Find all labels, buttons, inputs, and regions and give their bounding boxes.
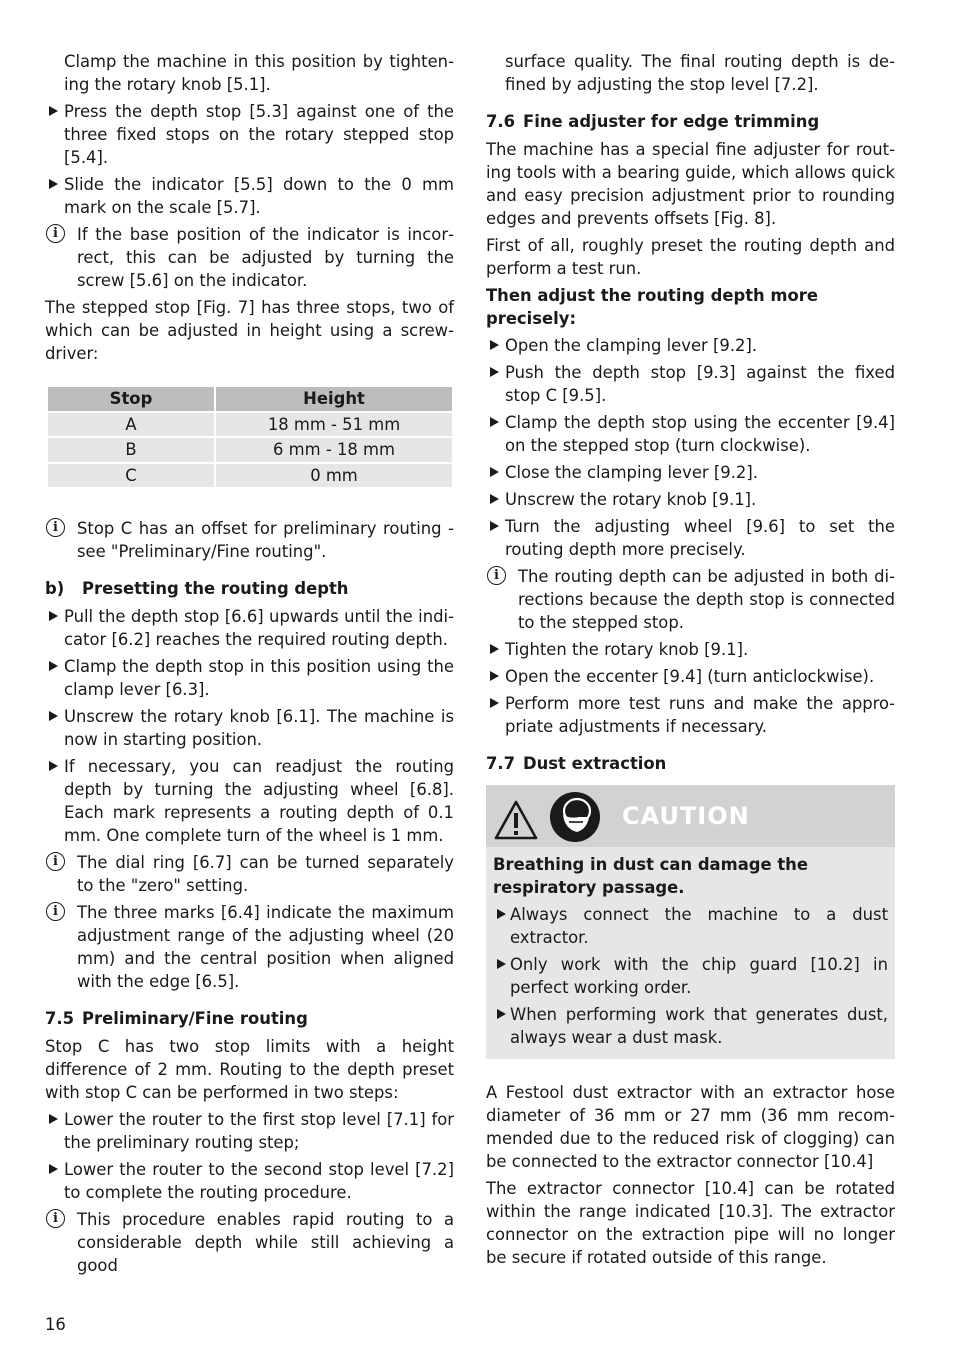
paragraph-extractor-connector: The extractor connector [10.4] can be rotated within the range indicated [10.3]. The extractor connector on the extraction pipe will no longer be secure if rotated outside of this range. (486, 1179, 895, 1267)
table-cell-height: 0 mm (215, 463, 453, 489)
list-item (493, 953, 888, 999)
caution-title: CAUTION (622, 802, 750, 830)
section-number: b) (45, 579, 65, 598)
table-row (47, 437, 453, 463)
list-item (493, 1003, 888, 1049)
info-note (45, 1208, 454, 1277)
list-item (45, 1158, 454, 1204)
info-icon: i (46, 852, 65, 871)
list-item-text: Lower the router to the first stop level [7.1] for the preliminary routing step; (64, 1110, 454, 1152)
list-item-text: Slide the indicator [5.5] down to the 0 mm mark on the scale [5.7]. (64, 175, 454, 217)
section-title: Presetting the routing depth (82, 579, 349, 598)
bullet-triangle-icon (490, 367, 499, 377)
info-icon: i (487, 566, 506, 585)
section-number: 7.6 (486, 112, 516, 131)
list-item (45, 1108, 454, 1154)
list-item-text: Push the depth stop [9.3] against the fixed stop C [9.5]. (505, 363, 895, 405)
paragraph-stop-c: Stop C has two stop limits with a height difference of 2 mm. Routing to the depth preset with stop C can be performed in two steps: (45, 1037, 454, 1102)
section-number: 7.7 (486, 754, 516, 773)
info-note-text: Stop C has an offset for preliminary routing - see "Preliminary/Fine routing". (77, 519, 454, 561)
info-icon: i (46, 518, 65, 537)
dust-mask-icon (549, 791, 601, 843)
list-item-text: Open the clamping lever [9.2]. (505, 336, 758, 355)
table-cell-height: 18 mm - 51 mm (215, 412, 453, 438)
caution-box (486, 785, 895, 1059)
list-item (486, 515, 895, 561)
info-note-text: This procedure enables rapid routing to a considerable depth while still achieving a good (77, 1210, 454, 1275)
info-icon: i (46, 1209, 65, 1228)
section-title: Preliminary/Fine routing (82, 1009, 308, 1028)
caution-body (486, 847, 895, 1049)
list-item (45, 755, 454, 847)
bullet-triangle-icon (490, 698, 499, 708)
table-header-height: Height (215, 386, 453, 412)
list-item-text: Clamp the depth stop using the eccenter [9.4] on the stepped stop (turn clockwise). (505, 413, 895, 455)
info-note-text: The routing depth can be adjusted in both directions because the depth stop is connected to the stepped stop. (518, 567, 895, 632)
list-item-text: Always connect the machine to a dust extractor. (510, 905, 888, 947)
bullet-triangle-icon (49, 761, 58, 771)
list-item (486, 638, 895, 661)
list-item (486, 411, 895, 457)
paragraph-stepped-stop: The stepped stop [Fig. 7] has three stops, two of which can be adjusted in height using a screwdriver: (45, 298, 454, 363)
list-item-text: When performing work that generates dust, always wear a dust mask. (510, 1005, 888, 1047)
list-item (45, 173, 454, 219)
stop-height-table (46, 385, 454, 489)
list-item-text: Close the clamping lever [9.2]. (505, 463, 758, 482)
bullet-triangle-icon (49, 106, 58, 116)
list-item-text: Open the eccenter [9.4] (turn anticlockwise). (505, 667, 875, 686)
info-note (45, 901, 454, 993)
list-item-text: Turn the adjusting wheel [9.6] to set the routing depth more precisely. (505, 517, 895, 559)
info-note (45, 517, 454, 563)
table-row (47, 412, 453, 438)
info-icon: i (46, 224, 65, 243)
section-title: Dust extraction (523, 754, 667, 773)
bullet-triangle-icon (49, 1164, 58, 1174)
table-cell-stop: B (47, 437, 215, 463)
list-item-text: If necessary, you can readjust the routing depth by turning the adjusting wheel [6.8]. Each mark represents a routing depth of 0.1 mm. One complete turn of the wheel is 1 mm. (64, 757, 454, 845)
list-item-text: Perform more test runs and make the appropriate adjustments if necessary. (505, 694, 895, 736)
bullet-triangle-icon (49, 611, 58, 621)
bullet-triangle-icon (497, 909, 506, 919)
bullet-triangle-icon (49, 711, 58, 721)
list-item-text: Lower the router to the second stop level [7.2] to complete the routing procedure. (64, 1160, 454, 1202)
list-item (486, 361, 895, 407)
list-item-text: Unscrew the rotary knob [6.1]. The machine is now in starting position. (64, 707, 454, 749)
list-item-text: Unscrew the rotary knob [9.1]. (505, 490, 757, 509)
list-item-text: Press the depth stop [5.3] against one of the three fixed stops on the rotary stepped stop [5.4]. (64, 102, 454, 167)
paragraph-fine-adjuster: The machine has a special fine adjuster for routing tools with a bearing guide, which allows quick and easy precision adjustment prior to rounding edges and prevents offsets [Fig. 8]. (486, 140, 895, 228)
table-row (47, 463, 453, 489)
bullet-triangle-icon (490, 417, 499, 427)
right-column (486, 50, 895, 1273)
info-note (45, 223, 454, 292)
section-heading-presetting (45, 577, 454, 600)
list-item-text: Tighten the rotary knob [9.1]. (505, 640, 749, 659)
section-heading-7-5 (45, 1007, 454, 1030)
paragraph-first: First of all, roughly preset the routing depth and perform a test run. (486, 236, 895, 278)
list-item (486, 692, 895, 738)
bullet-triangle-icon (497, 959, 506, 969)
list-item (45, 605, 454, 651)
caution-headline: Breathing in dust can damage the respiratory passage. (493, 855, 808, 897)
paragraph-clamp: Clamp the machine in this position by tightening the rotary knob [5.1]. (64, 52, 454, 94)
bullet-triangle-icon (490, 340, 499, 350)
subheading-adjust-precisely: Then adjust the routing depth more precisely: (486, 286, 818, 328)
bullet-triangle-icon (490, 521, 499, 531)
info-note-text: If the base position of the indicator is incorrect, this can be adjusted by turning the screw [5.6] on the indicator. (77, 225, 454, 290)
bullet-triangle-icon (490, 644, 499, 654)
paragraph-festool-extractor: A Festool dust extractor with an extractor hose diameter of 36 mm or 27 mm (36 mm recommended due to the reduced risk of clogging) can be connected to the extractor connector [10.4] (486, 1083, 895, 1171)
list-item (486, 334, 895, 357)
list-item (493, 903, 888, 949)
info-note-text: The dial ring [6.7] can be turned separately to the "zero" setting. (77, 853, 454, 895)
info-note (486, 565, 895, 634)
bullet-triangle-icon (490, 671, 499, 681)
bullet-triangle-icon (49, 1114, 58, 1124)
left-column (45, 50, 454, 1281)
bullet-triangle-icon (490, 494, 499, 504)
list-item (45, 100, 454, 169)
page-number: 16 (45, 1315, 66, 1334)
info-note-text: The three marks [6.4] indicate the maximum adjustment range of the adjusting wheel (20 mm) and the central position when aligned with the edge [6.5]. (77, 903, 454, 991)
list-item-text: Clamp the depth stop in this position using the clamp lever [6.3]. (64, 657, 454, 699)
list-item (45, 655, 454, 701)
list-item-text: Pull the depth stop [6.6] upwards until the indicator [6.2] reaches the required routing depth. (64, 607, 454, 649)
paragraph-continued: surface quality. The final routing depth is defined by adjusting the stop level [7.2]. (505, 52, 895, 94)
bullet-triangle-icon (490, 467, 499, 477)
table-header-stop: Stop (47, 386, 215, 412)
list-item-text: Only work with the chip guard [10.2] in perfect working order. (510, 955, 888, 997)
list-item (486, 461, 895, 484)
section-heading-7-7 (486, 752, 895, 775)
table-cell-stop: C (47, 463, 215, 489)
bullet-triangle-icon (497, 1009, 506, 1019)
warning-triangle-icon (493, 799, 539, 841)
table-cell-height: 6 mm - 18 mm (215, 437, 453, 463)
section-title: Fine adjuster for edge trimming (523, 112, 820, 131)
info-note (45, 851, 454, 897)
table-cell-stop: A (47, 412, 215, 438)
bullet-triangle-icon (49, 661, 58, 671)
list-item (486, 488, 895, 511)
table-header-row (47, 386, 453, 412)
bullet-triangle-icon (49, 179, 58, 189)
list-item (45, 705, 454, 751)
section-number: 7.5 (45, 1009, 75, 1028)
section-heading-7-6 (486, 110, 895, 133)
list-item (486, 665, 895, 688)
caution-header (486, 785, 895, 847)
info-icon: i (46, 902, 65, 921)
